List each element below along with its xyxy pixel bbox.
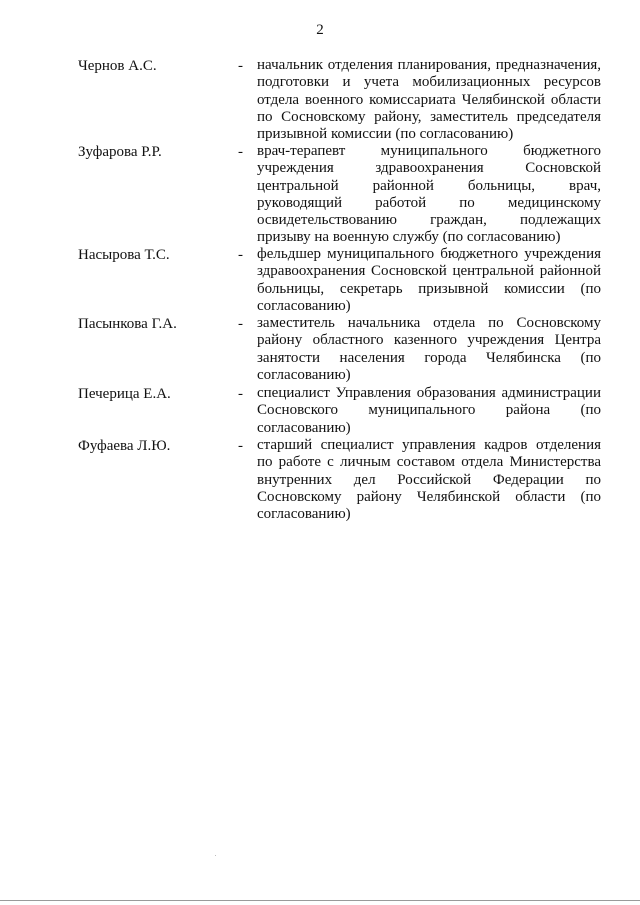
member-role-description	[257, 143, 601, 247]
entry-dash: -	[238, 247, 243, 263]
role-line: району областного казенного учреждения Центра	[257, 332, 601, 349]
entry-dash: -	[238, 58, 243, 74]
member-name: Чернов А.С.	[78, 58, 157, 74]
role-line: по работе с личным составом отдела Министерства	[257, 454, 601, 471]
entry-dash: -	[238, 438, 243, 454]
member-role-description	[257, 246, 601, 315]
role-line: врач-терапевт муниципального бюджетного	[257, 143, 601, 159]
role-line: учреждения здравоохранения Сосновской	[257, 160, 601, 177]
role-line: призывной комиссии (по согласованию)	[257, 126, 514, 143]
role-line: начальник отделения планирования, предназначения,	[257, 57, 601, 73]
role-line: освидетельствованию граждан, подлежащих	[257, 212, 601, 229]
role-line: призыву на военную службу (по согласованию)	[257, 229, 561, 246]
entry-dash: -	[238, 144, 243, 160]
role-line: внутренних дел Российской Федерации по	[257, 471, 601, 488]
role-line: здравоохранения Сосновской центральной районной	[257, 263, 601, 280]
role-line: специалист Управления образования администрации	[257, 385, 601, 401]
role-line: подготовки и учета мобилизационных ресурсов	[257, 74, 601, 91]
role-line: отдела военного комиссариата Челябинской области	[257, 91, 601, 108]
member-name: Фуфаева Л.Ю.	[78, 438, 171, 454]
role-line: занятости населения города Челябинска (по	[257, 349, 601, 366]
member-name: Насырова Т.С.	[78, 247, 170, 263]
member-role-description	[257, 385, 601, 437]
role-line: старший специалист управления кадров отделения	[257, 437, 601, 453]
role-line: согласованию)	[257, 297, 351, 314]
entry-dash: -	[238, 316, 243, 332]
role-line: согласованию)	[257, 506, 351, 523]
member-role-description	[257, 57, 601, 143]
member-name: Зуфарова Р.Р.	[78, 144, 162, 160]
role-line: фельдшер муниципального бюджетного учреждения	[257, 246, 601, 262]
role-line: заместитель начальника отдела по Сосновскому	[257, 315, 601, 331]
role-line: по Сосновскому району, заместитель председателя	[257, 108, 601, 125]
member-role-description	[257, 315, 601, 384]
role-line: центральной районной больницы, врач,	[257, 177, 601, 194]
role-line: согласованию)	[257, 419, 351, 436]
page-number: 2	[316, 22, 324, 38]
scan-speck	[215, 855, 216, 856]
role-line: больницы, секретарь призывной комиссии (по	[257, 280, 601, 297]
scan-bottom-edge	[0, 900, 640, 901]
entry-dash: -	[238, 386, 243, 402]
role-line: руководящий работой по медицинскому	[257, 194, 601, 211]
role-line: согласованию)	[257, 366, 351, 383]
role-line: Сосновского муниципального района (по	[257, 402, 601, 419]
member-role-description	[257, 437, 601, 523]
role-line: Сосновскому району Челябинской области (по	[257, 488, 601, 505]
member-name: Пасынкова Г.А.	[78, 316, 177, 332]
member-name: Печерица Е.А.	[78, 386, 171, 402]
